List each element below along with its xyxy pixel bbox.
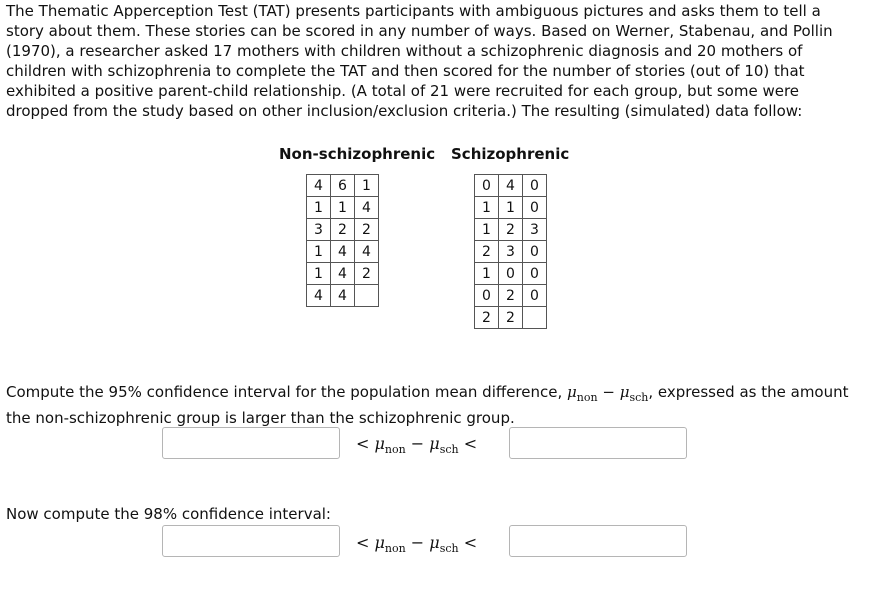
sch-cell: 0 — [523, 263, 547, 285]
sch-row — [475, 263, 547, 285]
schizophrenic-header: Schizophrenic — [451, 145, 570, 163]
non-cell: 4 — [331, 241, 355, 263]
non-cell: 1 — [307, 241, 331, 263]
sch-cell: 2 — [499, 285, 523, 307]
q1-prompt — [6, 382, 866, 429]
schizophrenic-data-table — [474, 174, 547, 329]
sch-row — [475, 307, 547, 329]
non-schizophrenic-data-table — [306, 174, 379, 307]
sch-cell: 3 — [499, 241, 523, 263]
sch-cell: 0 — [499, 263, 523, 285]
non-cell: 1 — [307, 263, 331, 285]
sch-cell: 1 — [499, 197, 523, 219]
sch-cell: 2 — [499, 307, 523, 329]
sch-row — [475, 241, 547, 263]
non-cell: 4 — [355, 197, 379, 219]
ci98-inequality: < $\mu_{non} - \mu_{sch}$ < — [356, 533, 478, 556]
sch-cell: 2 — [499, 219, 523, 241]
non-cell: 1 — [355, 175, 379, 197]
ci95-lower-input[interactable] — [162, 427, 340, 459]
non-cell: 4 — [331, 263, 355, 285]
sch-cell: 1 — [475, 263, 499, 285]
sch-cell: 0 — [523, 241, 547, 263]
sch-row — [475, 197, 547, 219]
sch-row — [475, 175, 547, 197]
ci98-upper-input[interactable] — [509, 525, 687, 557]
sch-row — [475, 219, 547, 241]
sch-cell: 0 — [475, 285, 499, 307]
ci95-upper-input[interactable] — [509, 427, 687, 459]
sch-cell: 3 — [523, 219, 547, 241]
q1-prompt-math: $\mu_{non} - \mu_{sch}$ — [567, 383, 649, 404]
non-cell: 2 — [331, 219, 355, 241]
non-cell: 1 — [307, 197, 331, 219]
non-row — [307, 263, 379, 285]
sch-cell: 2 — [475, 241, 499, 263]
sch-cell — [523, 307, 547, 329]
non-cell: 1 — [331, 197, 355, 219]
non-cell: 2 — [355, 263, 379, 285]
ci95-inequality: < $\mu_{non} - \mu_{sch}$ < — [356, 434, 478, 457]
sch-cell: 0 — [523, 175, 547, 197]
q1-prompt-text-a: Compute the 95% confidence interval for the population mean difference, — [6, 383, 563, 401]
non-row — [307, 219, 379, 241]
sch-cell: 1 — [475, 197, 499, 219]
non-cell: 6 — [331, 175, 355, 197]
non-cell — [355, 285, 379, 307]
non-cell: 4 — [307, 175, 331, 197]
non-schizophrenic-header: Non-schizophrenic — [279, 145, 436, 163]
sch-cell: 0 — [475, 175, 499, 197]
non-cell: 4 — [355, 241, 379, 263]
q1-prompt-text-b: , expressed as the amount the non-schizophrenic group is larger than the schizophrenic group. — [6, 383, 849, 427]
non-cell: 4 — [307, 285, 331, 307]
sch-cell: 1 — [475, 219, 499, 241]
non-row — [307, 175, 379, 197]
sch-cell: 0 — [523, 197, 547, 219]
non-cell: 4 — [331, 285, 355, 307]
problem-intro: The Thematic Apperception Test (TAT) presents participants with ambiguous pictures and asks them to tell a story about them. These stories can be scored in any number of ways. Based on Werner, Stabenau, and Pollin (1970), a researcher asked 17 mothers with children without a schizophrenic diagnosis and 20 mothers of children with schizophrenia to complete the TAT and then scored for the number of stories (out of 10) that exhibited a positive parent-child relationship. (A total of 21 were recruited for each group, but some were dropped from the study based on other inclusion/exclusion criteria.) The resulting (simulated) data follow: — [6, 2, 833, 120]
non-row — [307, 285, 379, 307]
ci98-lower-input[interactable] — [162, 525, 340, 557]
non-cell: 2 — [355, 219, 379, 241]
sch-cell: 0 — [523, 285, 547, 307]
non-row — [307, 197, 379, 219]
sch-row — [475, 285, 547, 307]
non-cell: 3 — [307, 219, 331, 241]
q2-prompt: Now compute the 98% confidence interval: — [6, 505, 331, 523]
sch-cell: 2 — [475, 307, 499, 329]
sch-cell: 4 — [499, 175, 523, 197]
non-row — [307, 241, 379, 263]
